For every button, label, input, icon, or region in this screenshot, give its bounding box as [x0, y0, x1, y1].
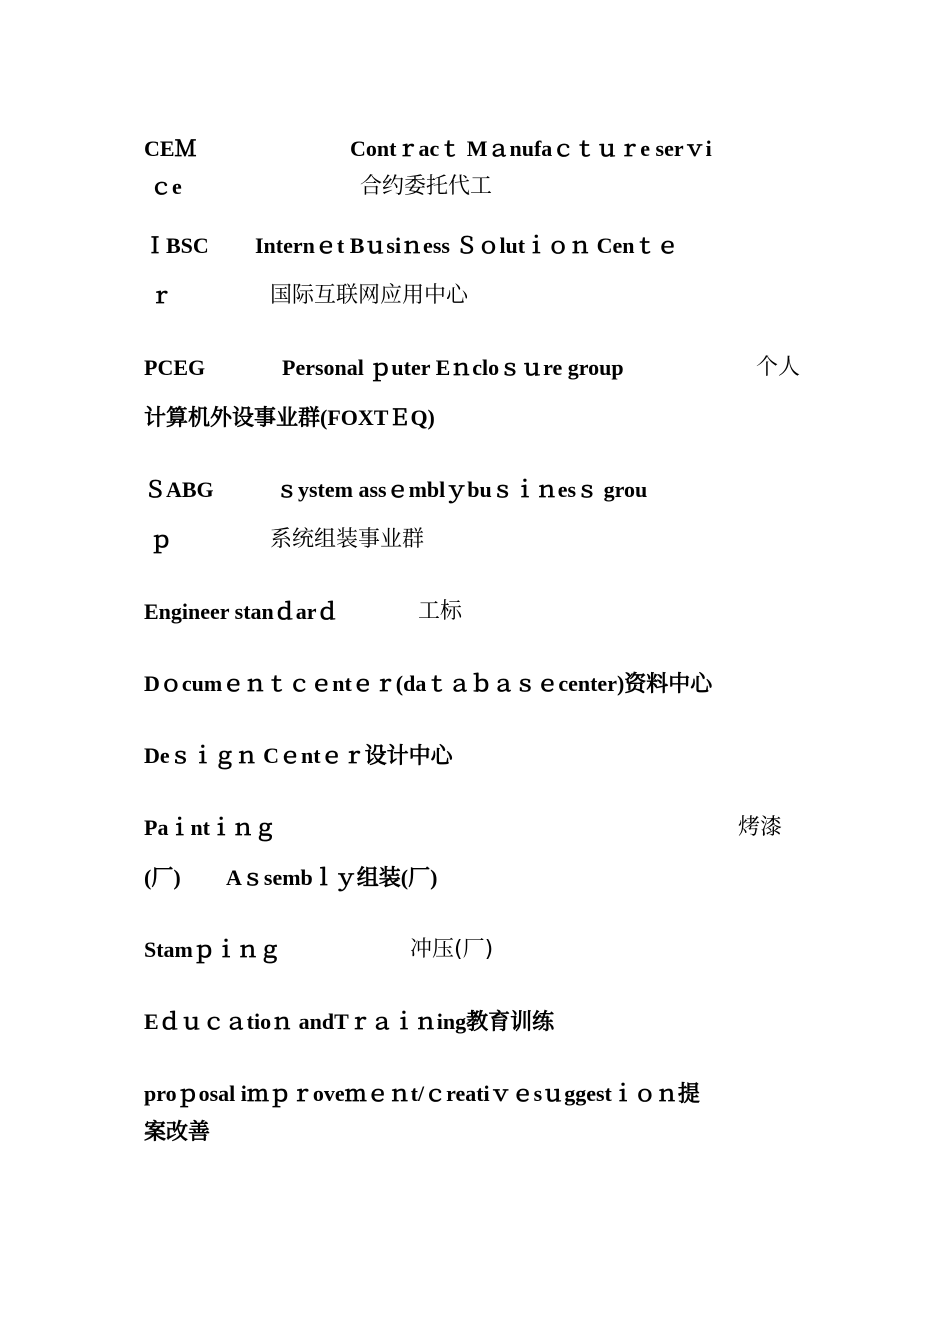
- entry-chinese: 冲压(厂): [410, 937, 494, 962]
- entry-abbr: ＩBSC: [144, 233, 209, 258]
- entry-abbr: CEＭ: [144, 136, 197, 161]
- entry-term: ｓystem assｅmblｙbuｓｉｎesｓ grou: [276, 477, 648, 502]
- entry-text-continued: 案改善: [144, 1119, 211, 1144]
- entry-term: Aｓsembｌｙ组装(厂): [226, 865, 438, 890]
- entry-chinese: 系统组装事业群: [270, 527, 425, 552]
- entry-term: Paｉntｉｎｇ: [144, 815, 277, 840]
- entry-term: Internｅt Bｕsiｎess Ｓｏlutｉｏｎ Cenｔｅ: [255, 233, 679, 258]
- entry-text: proｐosal iｍｐｒoveｍｅｎt/ｃreatiｖｅsｕggestｉｏｎ提: [144, 1081, 700, 1106]
- entry-chinese: 工标: [418, 599, 463, 624]
- entry-abbr: ＳABG: [144, 477, 214, 502]
- entry-abbr: PCEG: [144, 355, 206, 380]
- entry-text: Deｓｉｇｎ Cｅntｅｒ设计中心: [144, 743, 453, 768]
- entry-chinese: 个人: [756, 355, 801, 380]
- entry-abbr-continued: ｐ: [150, 527, 173, 552]
- entry-text: (厂): [144, 865, 181, 890]
- entry-abbr-continued: ｒ: [150, 283, 173, 308]
- entry-chinese: 国际互联网应用中心: [270, 283, 469, 308]
- entry-abbr-continued: ｃe: [150, 174, 182, 199]
- entry-term: Stamｐｉｎｇ: [144, 937, 281, 962]
- entry-term: Personal ｐuter Eｎcloｓｕre group: [282, 355, 624, 380]
- entry-text: Dｏcumｅｎｔｃｅntｅｒ(daｔａｂａｓｅcenter)资料中心: [144, 671, 713, 696]
- entry-chinese: 烤漆: [738, 815, 783, 840]
- entry-proposal-line2: [144, 1117, 804, 1207]
- entry-term: Contｒacｔ Mａnufaｃｔｕｒe serｖi: [350, 136, 712, 161]
- entry-term: Engineer stanｄarｄ: [144, 599, 339, 624]
- entry-text: Eｄｕｃａtioｎ andTｒａｉｎing教育训练: [144, 1009, 555, 1034]
- entry-chinese: 合约委托代工: [360, 174, 493, 199]
- entry-chinese-continued: 计算机外设事业群(FOXTＥQ): [144, 405, 435, 430]
